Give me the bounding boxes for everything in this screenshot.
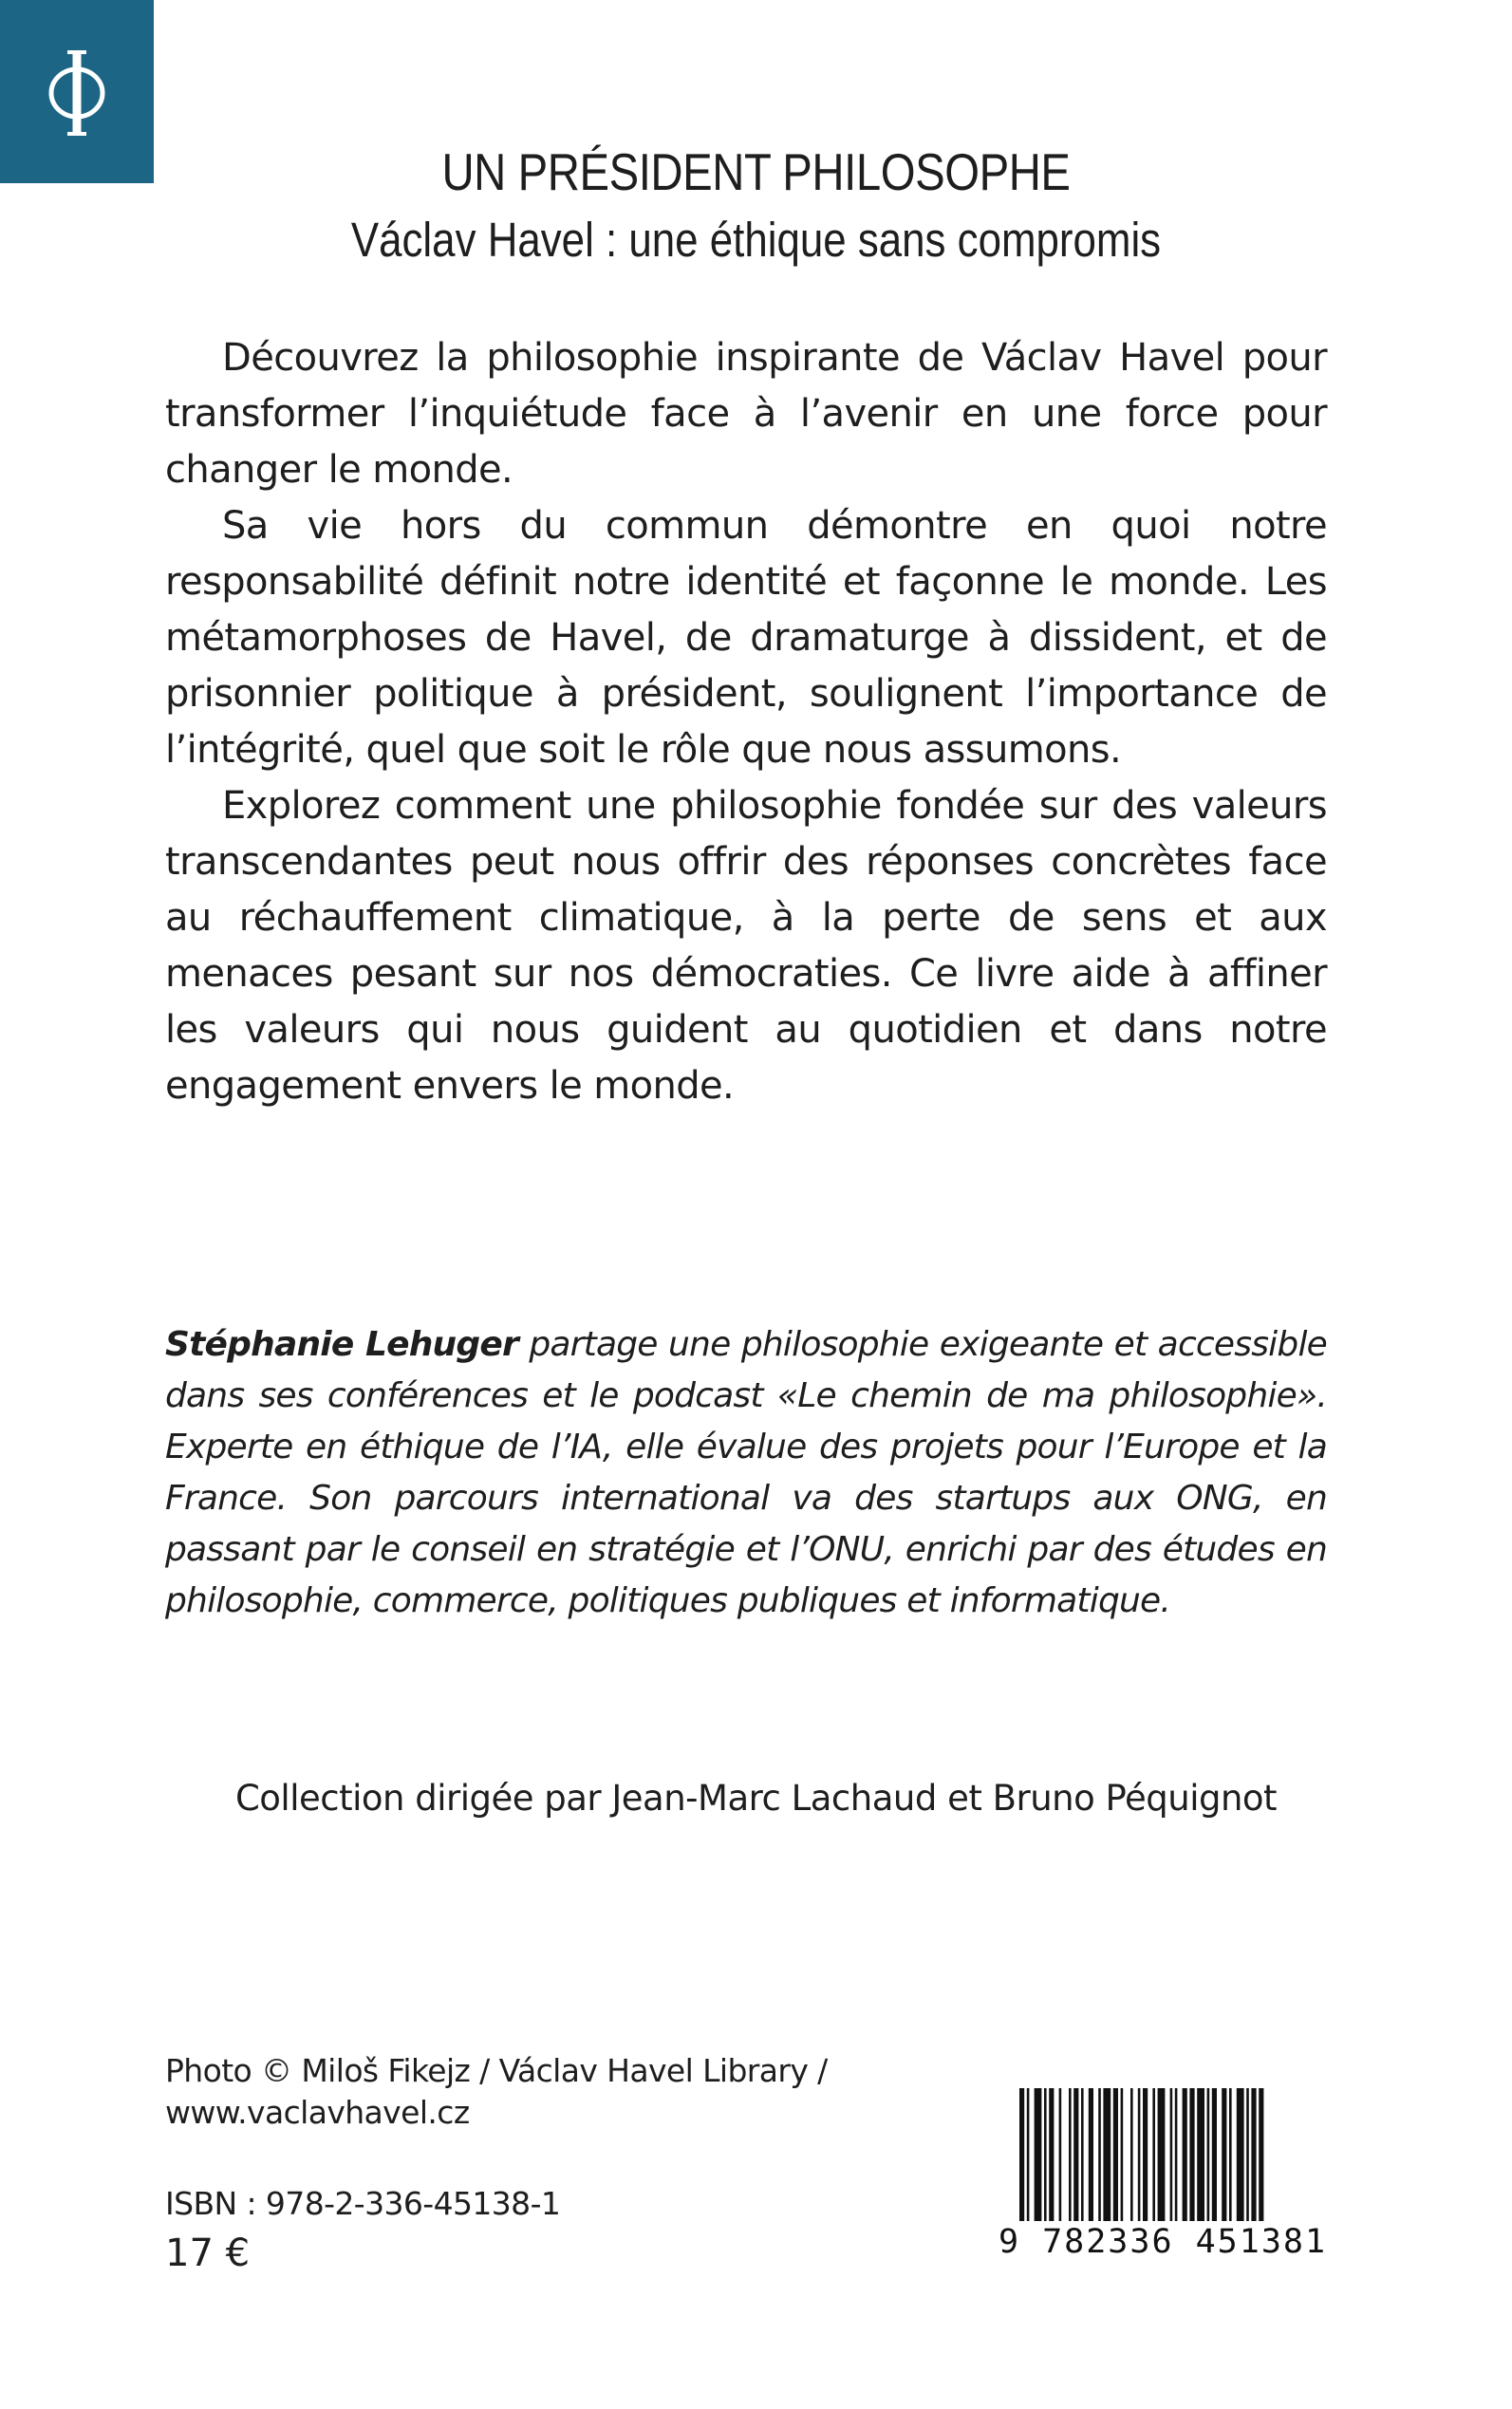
back-cover-blurb: [165, 330, 1327, 1114]
blurb-paragraph: Explorez comment une philosophie fondée sur des valeurs transcendantes peut nous offrir des réponses concrètes face au réchauffement climatique, à la perte de sens et aux menaces pesant sur nos démocraties. Ce livre aide à affiner les valeurs qui nous guident au quotidien et dans notre engagement envers le monde.: [165, 784, 1327, 1108]
barcode-bar: [1237, 2088, 1244, 2221]
barcode-bar: [1259, 2088, 1263, 2221]
photo-credit-line: Photo © Miloš Fikejz / Václav Havel Library /: [165, 2052, 828, 2089]
barcode-bar: [1044, 2088, 1047, 2221]
barcode-bar: [1222, 2088, 1226, 2221]
barcode-bar: [1170, 2088, 1173, 2221]
barcode-bar: [1081, 2088, 1084, 2221]
barcode-bar: [1143, 2088, 1148, 2221]
author-bio-text: partage une philosophie exigeante et accessible dans ses conférences et le podcast «Le chemin de ma philosophie». Experte en éthique de l’IA, elle évalue des projets pour l’Europe et la France. Son parcours international va des startups aux ONG, en passant par le conseil en stratégie et l’ONU, enrichi par des études en philosophie, commerce, politiques publiques et informatique.: [165, 1325, 1327, 1620]
author-bio: [165, 1319, 1327, 1627]
isbn: ISBN : 978-2-336-45138-1: [165, 2185, 561, 2222]
barcode-bar: [1098, 2088, 1101, 2221]
blurb-paragraph: Sa vie hors du commun démontre en quoi notre responsabilité définit notre identité et façonne le monde. Les métamorphoses de Havel, de dramaturge à dissident, et de prisonnier politique à président, soulignent l’importance de l’intégrité, quel que soit le rôle que nous assumons.: [165, 504, 1327, 772]
barcode-bar: [1158, 2088, 1166, 2221]
barcode-bars: [1016, 2088, 1310, 2231]
barcode-bar: [1019, 2088, 1024, 2221]
barcode-bar: [1027, 2088, 1030, 2221]
barcode-bar: [1212, 2088, 1217, 2221]
barcode-bar: [1121, 2088, 1124, 2221]
blurb-paragraph: Découvrez la philosophie inspirante de Václav Havel pour transformer l’inquiétude face à l’avenir en une force pour changer le monde.: [165, 336, 1327, 492]
barcode-bar: [1113, 2088, 1118, 2221]
barcode-bar: [1197, 2088, 1204, 2221]
barcode: [987, 2079, 1338, 2278]
barcode-bar: [1183, 2088, 1187, 2221]
barcode-bar: [1059, 2088, 1062, 2221]
barcode-bar: [1246, 2088, 1249, 2221]
barcode-bar: [1103, 2088, 1111, 2221]
photo-credit: [165, 2050, 924, 2134]
barcode-bar: [1251, 2088, 1256, 2221]
collection-credit: Collection dirigée par Jean-Marc Lachaud et Bruno Péquignot: [234, 1778, 1278, 1819]
barcode-bar: [1049, 2088, 1054, 2221]
barcode-bar: [1138, 2088, 1141, 2221]
price: 17 €: [165, 2232, 251, 2275]
barcode-bar: [1207, 2088, 1210, 2221]
book-subtitle: Václav Havel : une éthique sans compromis: [350, 213, 1162, 267]
book-title: UN PRÉSIDENT PHILOSOPHE: [441, 142, 1071, 201]
barcode-bar: [1089, 2088, 1093, 2221]
author-name: Stéphanie Lehuger: [165, 1325, 518, 1364]
barcode-bar: [1229, 2088, 1232, 2221]
barcode-bar: [1130, 2088, 1133, 2221]
barcode-bar: [1189, 2088, 1194, 2221]
phi-icon: [39, 35, 115, 149]
photo-credit-url: www.vaclavhavel.cz: [165, 2094, 470, 2131]
barcode-digits: 9 782336 451381: [998, 2223, 1328, 2261]
barcode-bar: [1073, 2088, 1078, 2221]
barcode-bar: [1035, 2088, 1042, 2221]
barcode-bar: [1069, 2088, 1072, 2221]
barcode-bar: [1175, 2088, 1178, 2221]
barcode-bar: [1152, 2088, 1155, 2221]
